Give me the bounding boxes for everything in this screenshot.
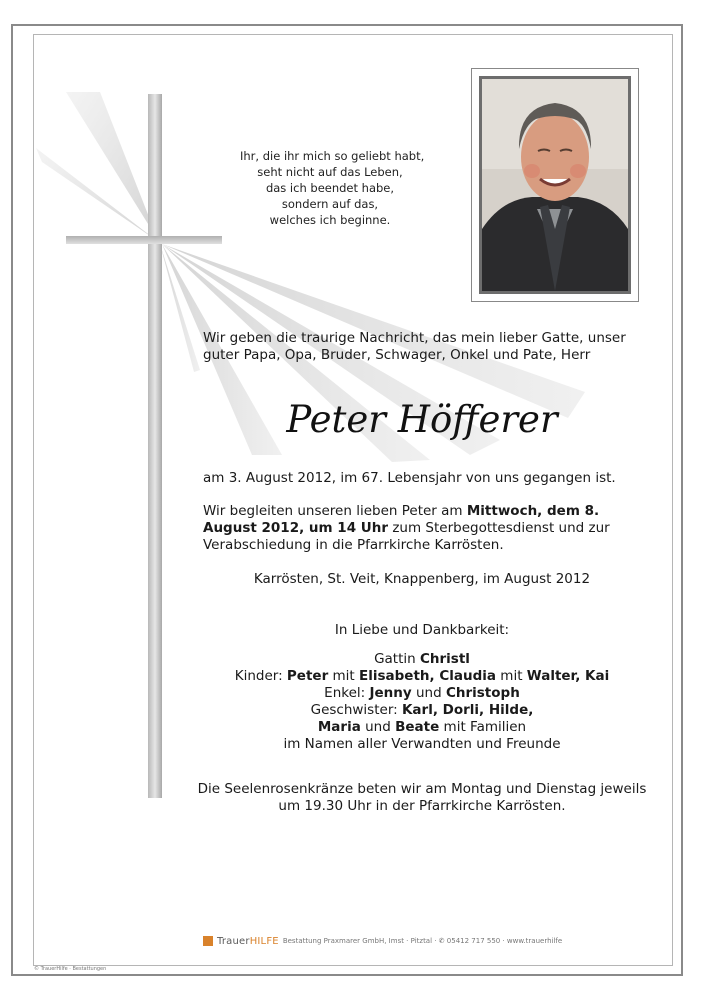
family-label: Kinder: bbox=[234, 668, 287, 684]
cross-horizontal-beam bbox=[66, 236, 222, 244]
logo-text: Trauer bbox=[217, 935, 250, 947]
family-name: Maria bbox=[317, 719, 361, 735]
light-ray bbox=[66, 92, 158, 240]
trauerhilfe-logo bbox=[217, 936, 279, 947]
quote-line: welches ich beginne. bbox=[269, 213, 391, 227]
family-conj: und bbox=[411, 685, 446, 701]
portrait-frame bbox=[471, 68, 639, 302]
family-wife bbox=[180, 651, 664, 668]
footer bbox=[203, 934, 562, 948]
family-name: Beate bbox=[395, 719, 440, 735]
quote-line: Ihr, die ihr mich so geliebt habt, bbox=[240, 149, 425, 163]
family-label: Enkel: bbox=[324, 685, 370, 701]
portrait-illustration bbox=[482, 79, 628, 291]
family-conj: mit bbox=[496, 668, 527, 684]
rosary-info bbox=[180, 781, 664, 815]
quote-line: sondern auf das, bbox=[281, 197, 379, 211]
photo-credit: © TrauerHilfe · Bestattungen bbox=[34, 966, 107, 972]
family-relatives: im Namen aller Verwandten und Freunde bbox=[283, 736, 561, 752]
cross-vertical-beam bbox=[148, 94, 162, 798]
family-name: Christl bbox=[420, 651, 470, 667]
family-grandchildren bbox=[180, 685, 664, 702]
family-suffix: mit Familien bbox=[439, 719, 527, 735]
footer-text: Bestattung Praxmarer GmbH, Imst · Pitztal · ✆ 05412 717 550 · www.trauerhilfe bbox=[282, 937, 563, 945]
death-date: am 3. August 2012, im 67. Lebensjahr von uns gegangen ist. bbox=[203, 470, 616, 486]
family-label: Geschwister: bbox=[310, 702, 402, 718]
family-name: Jenny bbox=[369, 685, 412, 701]
logo-text-highlight: HILFE bbox=[249, 935, 279, 947]
memorial-quote bbox=[240, 148, 425, 228]
announcement-intro: Wir geben die traurige Nachricht, das mein lieber Gatte, unser guter Papa, Opa, Bruder, Schwager, Onkel und Pate, Herr bbox=[203, 330, 626, 363]
quote-line: seht nicht auf das Leben, bbox=[257, 165, 403, 179]
family-list bbox=[180, 651, 664, 753]
family-name: Peter bbox=[286, 668, 329, 684]
family-siblings bbox=[180, 702, 664, 719]
funeral-text: zum Sterbegottesdienst und zur Verabschiedung in die Pfarrkirche Karrösten. bbox=[203, 520, 610, 553]
deceased-name: Peter Höfferer bbox=[286, 398, 558, 441]
family-siblings-cont bbox=[180, 719, 664, 736]
family-name: Elisabeth, Claudia bbox=[359, 668, 497, 684]
family-children bbox=[180, 668, 664, 685]
portrait-photo bbox=[479, 76, 631, 294]
family-conj: und bbox=[360, 719, 396, 735]
thanks-line: In Liebe und Dankbarkeit: bbox=[334, 622, 510, 638]
family-name: Christoph bbox=[445, 685, 520, 701]
quote-line: das ich beendet habe, bbox=[265, 181, 395, 195]
trauerhilfe-logo-icon bbox=[203, 936, 213, 946]
rosary-line: um 19.30 Uhr in der Pfarrkirche Karrösten. bbox=[278, 798, 566, 814]
rosary-line: Die Seelenrosenkränze beten wir am Montag und Dienstag jeweils bbox=[197, 781, 647, 797]
family-name: Walter, Kai bbox=[526, 668, 610, 684]
place-date: Karrösten, St. Veit, Knappenberg, im August 2012 bbox=[253, 571, 591, 587]
family-label: Gattin bbox=[374, 651, 420, 667]
family-name: Karl, Dorli, Hilde, bbox=[401, 702, 534, 718]
funeral-details bbox=[203, 503, 647, 554]
funeral-text: Wir begleiten unseren lieben Peter am bbox=[203, 503, 467, 519]
family-conj: mit bbox=[328, 668, 360, 684]
funeral-date: Mittwoch, dem 8. August 2012, um 14 Uhr bbox=[203, 503, 600, 536]
